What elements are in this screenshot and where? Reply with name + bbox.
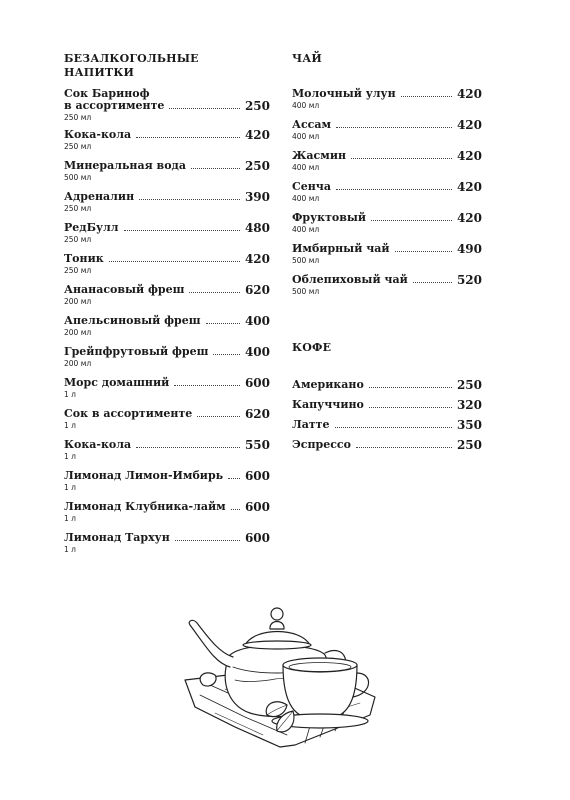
- dotted-leader: [139, 199, 240, 200]
- tea-item-price: 490: [456, 242, 482, 256]
- teapot-and-cup-icon: [175, 585, 385, 754]
- tea-item-volume: 400 мл: [292, 225, 320, 234]
- tea-section: [292, 52, 482, 305]
- soft-drink-item-row: [64, 222, 270, 234]
- soft-drink-item-volume: 500 мл: [64, 173, 92, 182]
- coffee-item-price: 250: [456, 378, 482, 392]
- dotted-leader: [191, 168, 240, 169]
- tea-item-volume: 400 мл: [292, 101, 320, 110]
- soft-drink-item-name: Лимонад Клубника-лайм: [64, 500, 226, 513]
- tea-item-row: [292, 119, 482, 131]
- soft-drink-item-volume: 200 мл: [64, 359, 92, 368]
- soft-drink-item-name: Кока-кола: [64, 438, 132, 451]
- tea-item-row: [292, 181, 482, 193]
- coffee-item: [292, 419, 482, 439]
- dotted-leader: [401, 96, 452, 97]
- soft-drink-item-row: [64, 346, 270, 358]
- soft-drink-item-price: 250: [244, 159, 270, 173]
- soft-drink-item-volume: 200 мл: [64, 297, 92, 306]
- soft-drink-item: [64, 191, 270, 222]
- soft-drink-item-price: 400: [244, 314, 270, 328]
- soft-drink-item: [64, 284, 270, 315]
- soft-drink-item-volume: 250 мл: [64, 204, 92, 213]
- soft-drink-item-row: [64, 253, 270, 265]
- soft-drink-item-name: Лимонад Тархун: [64, 531, 170, 544]
- soft-drink-item-price: 400: [244, 345, 270, 359]
- soft-drink-item: [64, 253, 270, 284]
- soft-drink-item-name: Сок Бариноф в ассортименте: [64, 87, 165, 112]
- tea-item-volume: 400 мл: [292, 132, 320, 141]
- dotted-leader: [124, 230, 240, 231]
- soft-drink-item-volume: 200 мл: [64, 328, 92, 337]
- tea-item: [292, 119, 482, 150]
- soft-drink-item-name: Минеральная вода: [64, 159, 186, 172]
- soft-drink-item-price: 620: [244, 283, 270, 297]
- soft-drink-item-row: [64, 129, 270, 141]
- soft-drink-item-price: 550: [244, 438, 270, 452]
- coffee-item: [292, 399, 482, 419]
- soft-drink-item-row: [64, 439, 270, 451]
- dotted-leader: [169, 108, 240, 109]
- soft-drink-item-row: [64, 284, 270, 296]
- soft-drink-item-volume: 250 мл: [64, 113, 92, 122]
- soft-drink-item: [64, 88, 270, 129]
- tea-item-name: Сенча: [292, 180, 331, 193]
- tea-item-price: 420: [456, 149, 482, 163]
- dotted-leader: [197, 416, 240, 417]
- tea-item: [292, 181, 482, 212]
- coffee-item-price: 250: [456, 438, 482, 452]
- coffee-item-name: Эспрессо: [292, 438, 351, 451]
- tea-item-name: Облепиховый чай: [292, 273, 408, 286]
- soft-drink-item-row: [64, 501, 270, 513]
- soft-drink-item-name: Сок в ассортименте: [64, 407, 193, 420]
- dotted-leader: [336, 127, 452, 128]
- dotted-leader: [356, 447, 452, 448]
- soft-drink-item-name: Апельсиновый фреш: [64, 314, 201, 327]
- soft-drinks-list: [64, 88, 270, 563]
- soft-drink-item-name: Адреналин: [64, 190, 135, 203]
- coffee-item-row: [292, 439, 482, 451]
- soft-drink-item-price: 600: [244, 500, 270, 514]
- tea-item-volume: 500 мл: [292, 256, 320, 265]
- dotted-leader: [369, 407, 452, 408]
- soft-drink-item-row: [64, 88, 270, 112]
- tea-item-price: 420: [456, 87, 482, 101]
- tea-item-name: Жасмин: [292, 149, 347, 162]
- soft-drink-item: [64, 501, 270, 532]
- soft-drink-item: [64, 470, 270, 501]
- soft-drink-item-name: Ананасовый фреш: [64, 283, 185, 296]
- dotted-leader: [351, 158, 452, 159]
- tea-item-row: [292, 243, 482, 255]
- tea-item: [292, 88, 482, 119]
- soft-drink-item-row: [64, 532, 270, 544]
- tea-item-volume: 400 мл: [292, 163, 320, 172]
- dotted-leader: [109, 261, 240, 262]
- dotted-leader: [175, 540, 240, 541]
- soft-drink-item-price: 600: [244, 531, 270, 545]
- soft-drink-item-row: [64, 408, 270, 420]
- soft-drink-item-name: Тоник: [64, 252, 104, 265]
- dotted-leader: [369, 387, 452, 388]
- coffee-list: [292, 379, 482, 459]
- soft-drink-item-name: РедБулл: [64, 221, 119, 234]
- soft-drink-item-volume: 250 мл: [64, 266, 92, 275]
- dotted-leader: [136, 447, 240, 448]
- dotted-leader: [213, 354, 240, 355]
- soft-drink-item: [64, 315, 270, 346]
- soft-drink-item-row: [64, 470, 270, 482]
- coffee-title: КОФЕ: [292, 341, 332, 354]
- soft-drink-item-price: 620: [244, 407, 270, 421]
- coffee-item-name: Капуччино: [292, 398, 364, 411]
- soft-drink-item: [64, 408, 270, 439]
- tea-item: [292, 212, 482, 243]
- soft-drink-item: [64, 160, 270, 191]
- soft-drink-item-volume: 1 л: [64, 390, 76, 399]
- soft-drink-item-name: Морс домашний: [64, 376, 170, 389]
- coffee-item-price: 350: [456, 418, 482, 432]
- coffee-item: [292, 439, 482, 459]
- dotted-leader: [136, 137, 240, 138]
- soft-drink-item-row: [64, 377, 270, 389]
- tea-item-row: [292, 88, 482, 100]
- soft-drink-item-name: Кока-кола: [64, 128, 132, 141]
- soft-drink-item-price: 420: [244, 128, 270, 142]
- soft-drink-item-volume: 1 л: [64, 483, 76, 492]
- soft-drink-item: [64, 222, 270, 253]
- tea-list: [292, 88, 482, 305]
- soft-drink-item-volume: 250 мл: [64, 142, 92, 151]
- soft-drink-item-volume: 1 л: [64, 545, 76, 554]
- coffee-item-name: Латте: [292, 418, 330, 431]
- soft-drink-item-row: [64, 191, 270, 203]
- soft-drink-item: [64, 377, 270, 408]
- dotted-leader: [174, 385, 240, 386]
- tea-item: [292, 274, 482, 305]
- dotted-leader: [395, 251, 452, 252]
- coffee-item-price: 320: [456, 398, 482, 412]
- dotted-leader: [228, 478, 240, 479]
- dotted-leader: [413, 282, 452, 283]
- soft-drink-item-row: [64, 315, 270, 327]
- tea-item-name: Имбирный чай: [292, 242, 390, 255]
- dotted-leader: [335, 427, 452, 428]
- tea-item-volume: 500 мл: [292, 287, 320, 296]
- tea-item-volume: 400 мл: [292, 194, 320, 203]
- dotted-leader: [206, 323, 240, 324]
- soft-drink-item-row: [64, 160, 270, 172]
- coffee-item-name: Американо: [292, 378, 364, 391]
- dotted-leader: [336, 189, 452, 190]
- tea-item-row: [292, 274, 482, 286]
- coffee-section: [292, 341, 482, 459]
- soft-drink-item: [64, 129, 270, 160]
- soft-drink-item-volume: 1 л: [64, 421, 76, 430]
- soft-drink-item-price: 600: [244, 376, 270, 390]
- soft-drink-item-price: 600: [244, 469, 270, 483]
- tea-item-price: 420: [456, 211, 482, 225]
- soft-drink-item: [64, 439, 270, 470]
- tea-item: [292, 150, 482, 181]
- soft-drink-item: [64, 532, 270, 563]
- coffee-item-row: [292, 419, 482, 431]
- tea-item-price: 420: [456, 118, 482, 132]
- tea-item-row: [292, 150, 482, 162]
- dotted-leader: [189, 292, 239, 293]
- soft-drink-item-name: Лимонад Лимон-Имбирь: [64, 469, 224, 482]
- soft-drink-item-price: 250: [244, 99, 270, 113]
- soft-drink-item-volume: 1 л: [64, 514, 76, 523]
- tea-item-price: 520: [456, 273, 482, 287]
- dotted-leader: [371, 220, 452, 221]
- dotted-leader: [231, 509, 240, 510]
- soft-drink-item-price: 390: [244, 190, 270, 204]
- tea-item: [292, 243, 482, 274]
- soft-drink-item: [64, 346, 270, 377]
- coffee-item: [292, 379, 482, 399]
- tea-item-name: Молочный улун: [292, 87, 396, 100]
- soft-drink-item-volume: 250 мл: [64, 235, 92, 244]
- soft-drink-item-price: 420: [244, 252, 270, 266]
- tea-title: ЧАЙ: [292, 52, 322, 65]
- soft-drinks-section: [64, 52, 270, 563]
- coffee-item-row: [292, 379, 482, 391]
- soft-drink-item-volume: 1 л: [64, 452, 76, 461]
- tea-item-row: [292, 212, 482, 224]
- coffee-item-row: [292, 399, 482, 411]
- tea-item-price: 420: [456, 180, 482, 194]
- tea-item-name: Фруктовый: [292, 211, 367, 224]
- tea-item-name: Ассам: [292, 118, 332, 131]
- soft-drink-item-price: 480: [244, 221, 270, 235]
- soft-drinks-title: БЕЗАЛКОГОЛЬНЫЕ НАПИТКИ: [64, 52, 199, 79]
- soft-drink-item-name: Грейпфрутовый фреш: [64, 345, 209, 358]
